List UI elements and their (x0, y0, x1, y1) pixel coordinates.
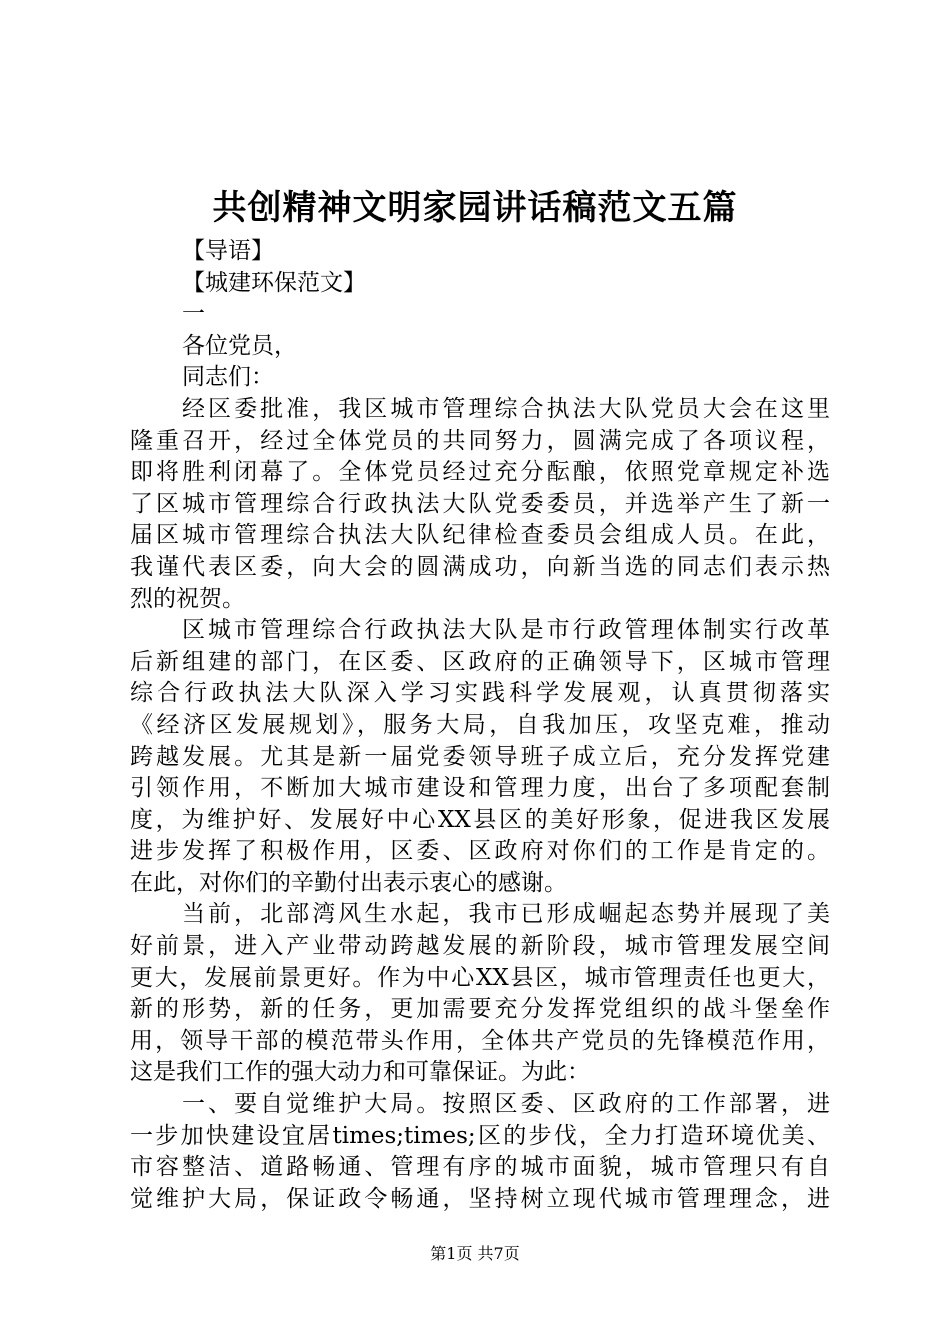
text-line: 度，为维护好、发展好中心XX县区的美好形象，促进我区发展 (130, 806, 830, 833)
text-line: 市容整洁、道路畅通、管理有序的城市面貌，城市管理只有自 (130, 1154, 830, 1181)
text-line: 各位党员， (182, 332, 297, 359)
document-body (130, 236, 830, 1215)
text-line: 了区城市管理综合行政执法大队党委委员，并选举产生了新一 (130, 490, 830, 517)
text-line: 《经济区发展规划》，服务大局，自我加压，攻坚克难，推动 (130, 711, 830, 738)
text-line: 经区委批准，我区城市管理综合执法大队党员大会在这里 (182, 395, 830, 422)
text-line: 综合行政执法大队深入学习实践科学发展观，认真贯彻落实 (130, 680, 830, 707)
text-line: 这是我们工作的强大动力和可靠保证。为此： (130, 1059, 590, 1086)
text-line: 更大，发展前景更好。作为中心XX县区，城市管理责任也更大， (130, 964, 830, 991)
text-line: 我谨代表区委，向大会的圆满成功，向新当选的同志们表示热 (130, 553, 830, 580)
text-line: 引领作用，不断加大城市建设和管理力度，出台了多项配套制 (130, 775, 830, 802)
text-line: 后新组建的部门，在区委、区政府的正确领导下，区城市管理 (130, 648, 830, 675)
text-line: 区城市管理综合行政执法大队是市行政管理体制实行改革 (182, 617, 830, 644)
text-line: 一步加快建设宜居times;times;区的步伐，全力打造环境优美、 (130, 1122, 830, 1149)
text-line: 新的形势，新的任务，更加需要充分发挥党组织的战斗堡垒作 (130, 996, 830, 1023)
text-line: 觉维护大局，保证政令畅通，坚持树立现代城市管理理念，进 (130, 1185, 830, 1212)
text-line: 【导语】 (182, 238, 274, 264)
text-line: 届区城市管理综合执法大队纪律检查委员会组成人员。在此， (130, 522, 830, 549)
text-line: 在此，对你们的辛勤付出表示衷心的感谢。 (130, 869, 567, 896)
text-line: 跨越发展。尤其是新一届党委领导班子成立后，充分发挥党建 (130, 743, 830, 770)
text-line: 当前，北部湾风生水起，我市已形成崛起态势并展现了美 (182, 901, 830, 928)
text-line: 进步发挥了积极作用，区委、区政府对你们的工作是肯定的。 (130, 838, 830, 865)
text-line: 一、要自觉维护大局。按照区委、区政府的工作部署，进 (182, 1091, 830, 1118)
text-line: 烈的祝贺。 (130, 585, 245, 612)
text-line: 同志们： (182, 364, 274, 391)
text-line: 一 (182, 301, 205, 328)
text-line: 【城建环保范文】 (182, 269, 366, 296)
document-title: 共创精神文明家园讲话稿范文五篇 (212, 188, 738, 228)
page-footer: 第1页 共7页 (430, 1244, 520, 1263)
text-line: 用，领导干部的模范带头作用，全体共产党员的先锋模范作用， (130, 1027, 830, 1054)
text-line: 即将胜利闭幕了。全体党员经过充分酝酿，依照党章规定补选 (130, 459, 830, 486)
text-line: 好前景，进入产业带动跨越发展的新阶段，城市管理发展空间 (130, 933, 830, 960)
text-line: 隆重召开，经过全体党员的共同努力，圆满完成了各项议程， (130, 427, 830, 454)
